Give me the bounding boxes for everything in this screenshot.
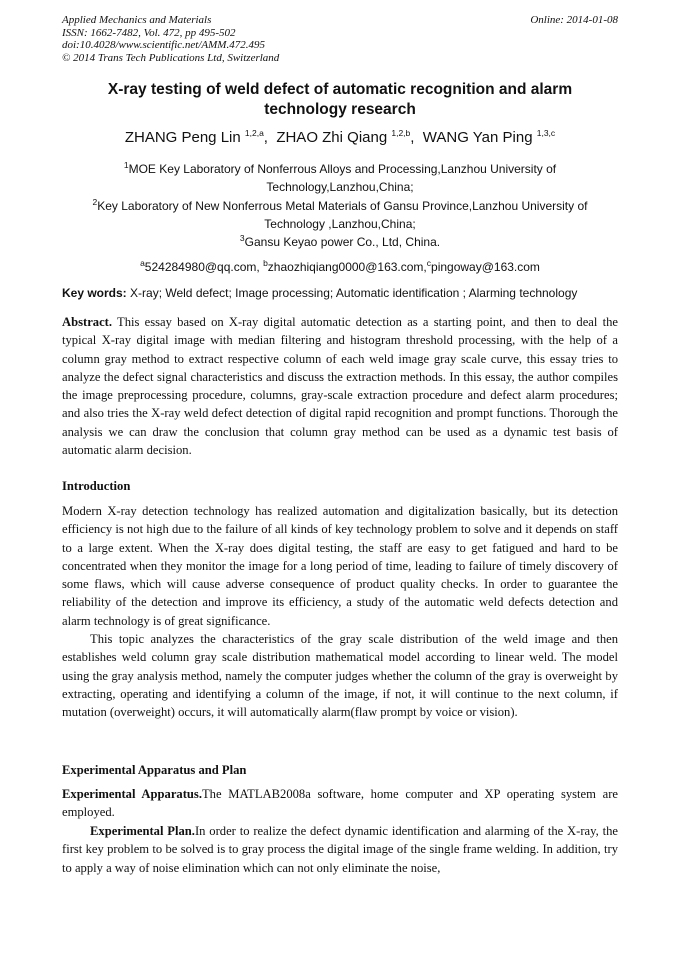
doi-line: doi:10.4028/www.scientific.net/AMM.472.495 — [62, 39, 265, 51]
email-line — [62, 258, 618, 276]
experimental-apparatus — [62, 785, 618, 822]
affiliation-2-line-1: Key Laboratory of New Nonferrous Metal Materials of Gansu Province,Lanzhou University of — [97, 199, 588, 213]
apparatus-text: The MATLAB2008a software, home computer and XP operating system are employed. — [62, 787, 618, 820]
author-1-affil: 1,2,a — [244, 128, 264, 138]
affiliation-1 — [62, 160, 618, 196]
apparatus-label: Experimental Apparatus. — [62, 787, 202, 801]
author-list: ZHANG Peng Lin $^{1,2,a}$, ZHAO Zhi Qiang $^{1,2,b}$, WANG Yan Ping $^{1,3,c}$ — [124, 128, 556, 146]
copyright-line: © 2014 Trans Tech Publications Ltd, Switzerland — [62, 51, 280, 64]
email-b-marker: b — [263, 258, 268, 268]
keywords — [62, 286, 618, 300]
affiliation-1-line-1: MOE Key Laboratory of Nonferrous Alloys and Processing,Lanzhou University of — [128, 162, 557, 176]
affiliation-2-line-2: Technology ,Lanzhou,China; — [264, 217, 416, 231]
experimental-plan — [62, 822, 618, 877]
keywords-text: X-ray; Weld defect; Image processing; Automatic identification ; Alarming technology — [126, 286, 578, 300]
email-c: pingoway@163.com — [431, 260, 540, 274]
affiliation-1-line-2: Technology,Lanzhou,China; — [266, 180, 414, 194]
email-b: zhaozhiqiang0000@163.com, — [267, 260, 427, 274]
online-date: Online: 2014-01-08 — [530, 14, 618, 26]
introduction-heading: Introduction — [62, 479, 131, 493]
plan-text: In order to realize the defect dynamic identification and alarming of the X-ray, the first key problem to be solved is to gray process the digital image of the single frame welding. In addition, try to apply a way of noise elimination which can not only eliminate the noise, — [62, 824, 618, 875]
journal-header — [62, 14, 618, 64]
affiliation-2-number: 2 — [92, 197, 98, 207]
author-2-affil: 1,2,b — [391, 128, 411, 138]
affiliation-1-number: 1 — [123, 160, 129, 170]
email-a: 524284980@qq.com, — [144, 260, 264, 274]
plan-label: Experimental Plan. — [90, 824, 195, 838]
author-1: ZHANG Peng Lin — [124, 129, 241, 146]
affiliation-3-number: 3 — [239, 233, 245, 243]
abstract-text: This essay based on X-ray digital automatic detection as a starting point, and then to deal the typical X-ray digital image with median filtering and histogram threshold processing, with the help of a column gray method to extract respective column of each weld image gray scale curve, this essay tries to analyze the defect signal characteristics and discuss the extraction methods. In this essay, the author compiles the image preprocessing procedure, columns, gray-scale extraction procedure and defect alarm procedures; and also tries the X-ray weld defect detection of digital rapid recognition and prompt functions. Thorough the analysis we can draw the conclusion that column gray method can be used as a dynamic test basis of automatic alarm decision. — [62, 315, 618, 458]
author-3: WANG Yan Ping — [422, 129, 533, 146]
introduction-paragraph-2: This topic analyzes the characteristics of the gray scale distribution of the weld image and then establishes weld column gray scale distribution mathematical model according to linear weld. The model using the gray analysis method, namely the computer judges whether the column of the gray is overweight by extracting, operating and identifying a column of the image, if not, it will continue to the next column, if mutation (overweight) occurs, it will automatically alarm(flaw prompt by voice or vision). — [62, 632, 618, 720]
paper-title — [62, 80, 618, 120]
introduction-paragraph-1: Modern X-ray detection technology has realized automation and digitalization basically, but its detection efficiency is not high due to the failure of all kinds of key technology problem to solve and it depends on staff to a large extent. When the X-ray does digital testing, the staff are easy to get fatigued and hard to be concentrated when they monitor the image for a long period of time, leading to failure of timely discovery of some flaws, which will cause adverse consequence of product quality checks. In order to guarantee the reliability of the detection and improve its efficiency, a study of the automatic weld defects detection and alarm technology is of great significance. — [62, 504, 618, 628]
title-line-1: X-ray testing of weld defect of automatic recognition and alarm — [107, 81, 573, 98]
journal-name: Applied Mechanics and Materials — [62, 14, 212, 26]
abstract-label: Abstract. — [62, 315, 113, 329]
abstract — [62, 313, 618, 459]
title-line-2: technology research — [264, 101, 416, 118]
experimental-heading: Experimental Apparatus and Plan — [62, 763, 247, 777]
affiliation-2 — [62, 197, 618, 251]
email-a-marker: a — [140, 258, 145, 268]
affiliation-3-line-1: Gansu Keyao power Co., Ltd, China. — [244, 235, 441, 249]
email-c-marker: c — [426, 258, 432, 268]
keywords-label: Key words: — [62, 286, 127, 300]
author-3-affil: 1,3,c — [536, 128, 556, 138]
author-2: ZHAO Zhi Qiang — [276, 129, 388, 146]
issn-line: ISSN: 1662-7482, Vol. 472, pp 495-502 — [62, 26, 236, 39]
